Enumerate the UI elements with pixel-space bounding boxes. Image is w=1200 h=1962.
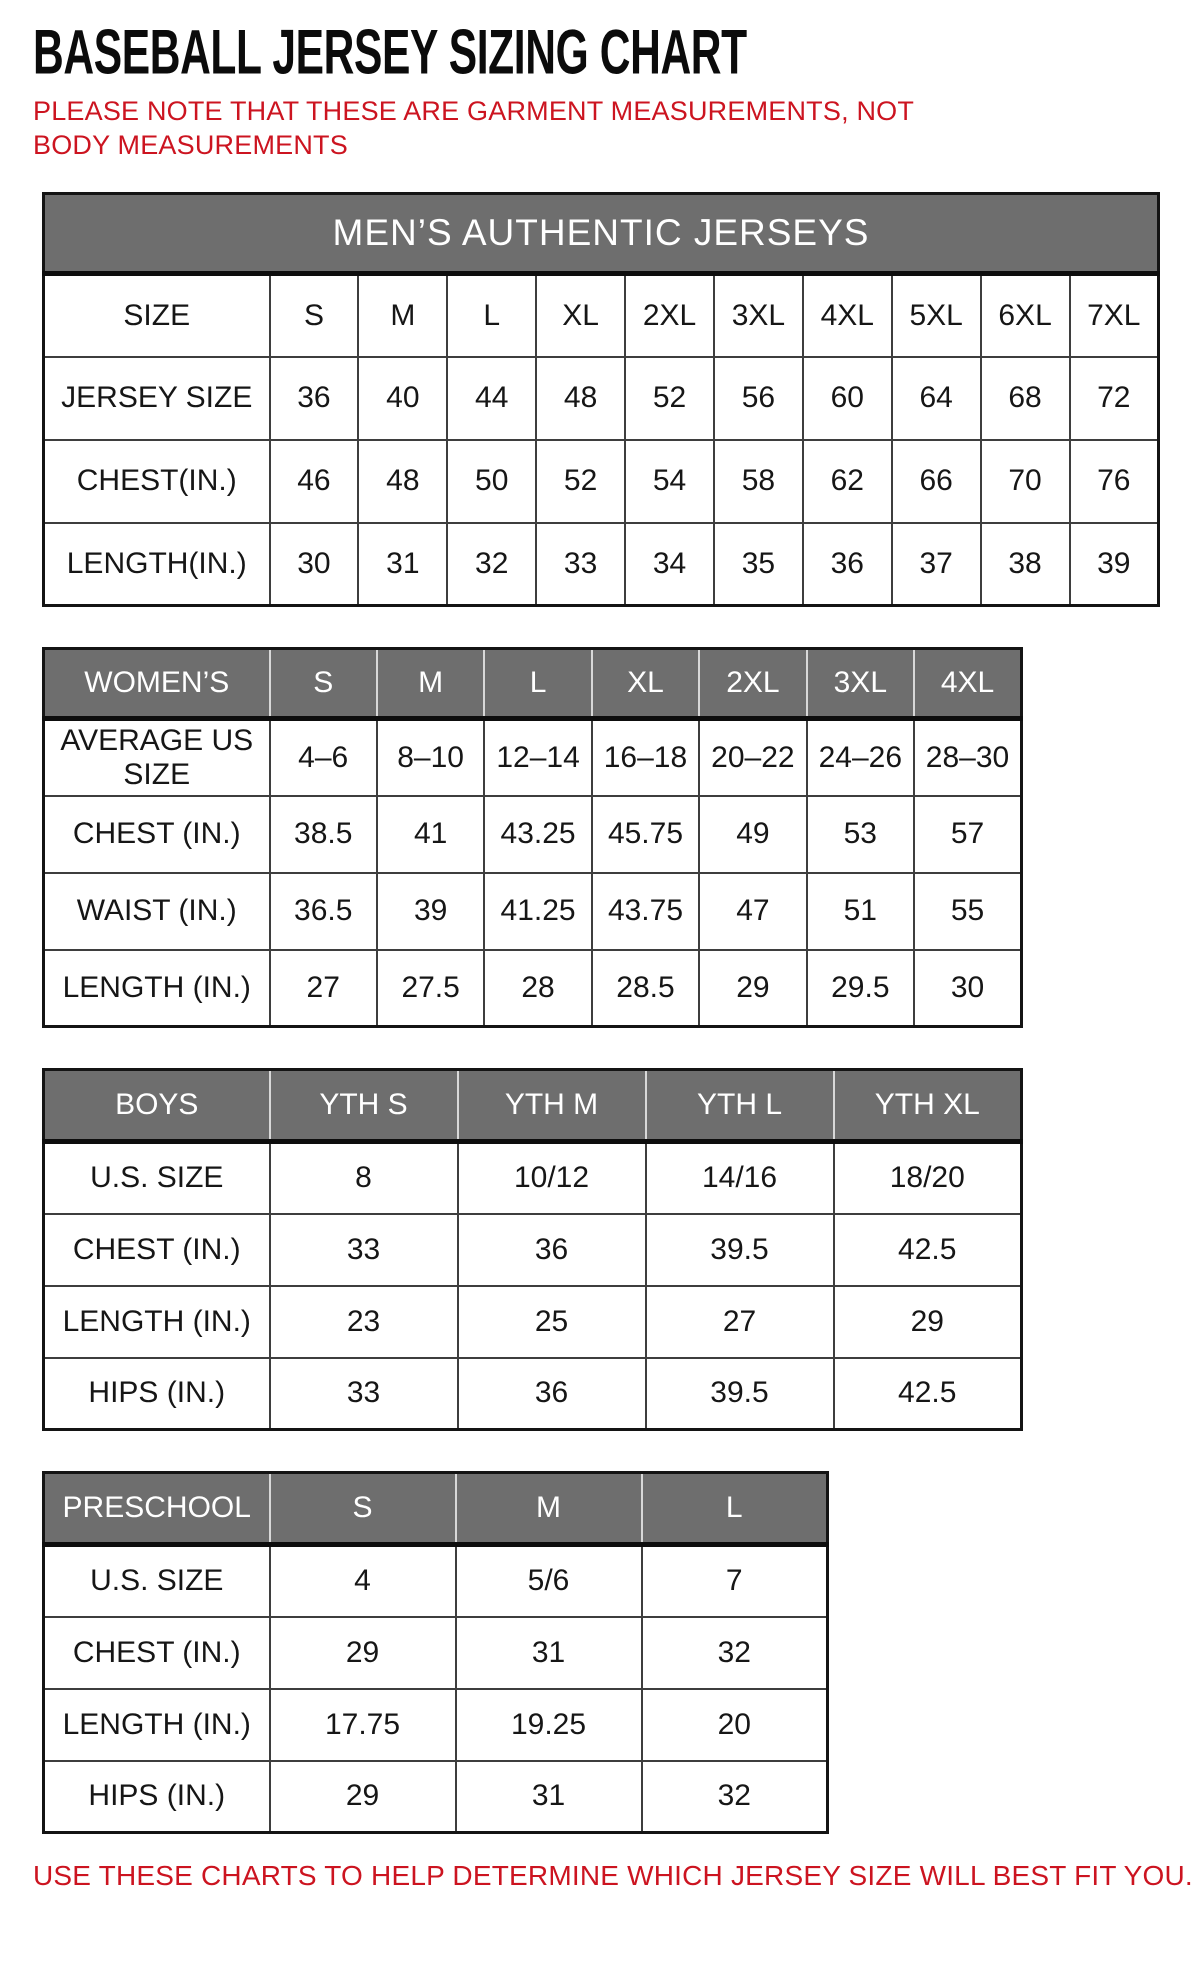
footer-note: USE THESE CHARTS TO HELP DETERMINE WHICH JERSEY SIZE WILL BEST FIT YOU. <box>33 1860 1193 1891</box>
womens-cell: 39 <box>377 873 484 950</box>
mens-row <box>44 523 1159 606</box>
womens-row <box>44 873 1022 950</box>
womens-jerseys-table <box>42 647 1023 1028</box>
mens-size-header: 6XL <box>981 274 1070 357</box>
boys-row-label: HIPS (IN.) <box>44 1358 270 1430</box>
boys-cell: 25 <box>458 1286 646 1358</box>
womens-header-label: WOMEN’S <box>44 649 270 719</box>
mens-cell: 32 <box>447 523 536 606</box>
preschool-cell: 29 <box>270 1761 456 1833</box>
womens-row <box>44 796 1022 873</box>
boys-header-row <box>44 1070 1022 1142</box>
mens-cell: 38 <box>981 523 1070 606</box>
mens-header-label: SIZE <box>44 274 270 357</box>
womens-cell: 45.75 <box>592 796 699 873</box>
boys-cell: 8 <box>270 1142 458 1214</box>
mens-size-header: L <box>447 274 536 357</box>
mens-row-label: LENGTH(IN.) <box>44 523 270 606</box>
mens-size-header: 3XL <box>714 274 803 357</box>
womens-cell: 29 <box>699 950 806 1027</box>
boys-cell: 36 <box>458 1214 646 1286</box>
mens-cell: 36 <box>270 357 359 440</box>
mens-cell: 64 <box>892 357 981 440</box>
womens-size-header: L <box>484 649 591 719</box>
preschool-row-label: LENGTH (IN.) <box>44 1689 270 1761</box>
womens-row <box>44 719 1022 796</box>
womens-header-row <box>44 649 1022 719</box>
mens-cell: 46 <box>270 440 359 523</box>
womens-cell: 29.5 <box>807 950 914 1027</box>
womens-cell: 43.25 <box>484 796 591 873</box>
preschool-cell: 29 <box>270 1617 456 1689</box>
preschool-cell: 31 <box>456 1761 642 1833</box>
mens-size-header: S <box>270 274 359 357</box>
womens-cell: 28 <box>484 950 591 1027</box>
womens-cell: 12–14 <box>484 719 591 796</box>
womens-cell: 41.25 <box>484 873 591 950</box>
mens-cell: 72 <box>1070 357 1159 440</box>
mens-size-header: XL <box>536 274 625 357</box>
womens-cell: 8–10 <box>377 719 484 796</box>
boys-cell: 36 <box>458 1358 646 1430</box>
mens-row <box>44 357 1159 440</box>
boys-header-label: BOYS <box>44 1070 270 1142</box>
preschool-cell: 5/6 <box>456 1545 642 1617</box>
womens-cell: 55 <box>914 873 1021 950</box>
garment-measurements-note: PLEASE NOTE THAT THESE ARE GARMENT MEASUREMENTS, NOT BODY MEASUREMENTS <box>33 96 914 160</box>
mens-cell: 48 <box>536 357 625 440</box>
womens-row-label: AVERAGE US SIZE <box>44 719 270 796</box>
womens-size-header: 2XL <box>699 649 806 719</box>
womens-cell: 36.5 <box>270 873 377 950</box>
preschool-row-label: CHEST (IN.) <box>44 1617 270 1689</box>
mens-size-header: 4XL <box>803 274 892 357</box>
preschool-size-header: S <box>270 1473 456 1545</box>
mens-cell: 76 <box>1070 440 1159 523</box>
boys-row <box>44 1142 1022 1214</box>
womens-row-label: CHEST (IN.) <box>44 796 270 873</box>
womens-cell: 41 <box>377 796 484 873</box>
mens-size-header: M <box>358 274 447 357</box>
womens-size-header: M <box>377 649 484 719</box>
boys-cell: 39.5 <box>646 1214 834 1286</box>
preschool-row <box>44 1545 828 1617</box>
womens-cell: 28.5 <box>592 950 699 1027</box>
mens-cell: 52 <box>536 440 625 523</box>
page-title-text: BASEBALL JERSEY SIZING CHART <box>33 16 747 87</box>
boys-cell: 42.5 <box>834 1358 1022 1430</box>
sizing-chart-page <box>0 16 1200 1962</box>
mens-cell: 62 <box>803 440 892 523</box>
preschool-cell: 20 <box>642 1689 828 1761</box>
preschool-row-label: HIPS (IN.) <box>44 1761 270 1833</box>
mens-banner-row <box>44 194 1159 274</box>
boys-size-header: YTH XL <box>834 1070 1022 1142</box>
mens-cell: 52 <box>625 357 714 440</box>
preschool-jerseys-table <box>42 1471 829 1834</box>
womens-cell: 27 <box>270 950 377 1027</box>
womens-cell: 28–30 <box>914 719 1021 796</box>
womens-cell: 43.75 <box>592 873 699 950</box>
womens-cell: 38.5 <box>270 796 377 873</box>
womens-cell: 16–18 <box>592 719 699 796</box>
boys-cell: 39.5 <box>646 1358 834 1430</box>
boys-cell: 29 <box>834 1286 1022 1358</box>
preschool-size-header: L <box>642 1473 828 1545</box>
page-title <box>33 16 1200 87</box>
boys-row-label: U.S. SIZE <box>44 1142 270 1214</box>
boys-cell: 27 <box>646 1286 834 1358</box>
preschool-header-row <box>44 1473 828 1545</box>
womens-cell: 30 <box>914 950 1021 1027</box>
womens-size-header: 4XL <box>914 649 1021 719</box>
boys-cell: 33 <box>270 1358 458 1430</box>
mens-cell: 48 <box>358 440 447 523</box>
mens-cell: 44 <box>447 357 536 440</box>
mens-header-row <box>44 274 1159 357</box>
preschool-cell: 17.75 <box>270 1689 456 1761</box>
preschool-cell: 4 <box>270 1545 456 1617</box>
womens-cell: 4–6 <box>270 719 377 796</box>
womens-row <box>44 950 1022 1027</box>
preschool-size-header: M <box>456 1473 642 1545</box>
mens-cell: 50 <box>447 440 536 523</box>
preschool-cell: 7 <box>642 1545 828 1617</box>
preschool-row <box>44 1761 828 1833</box>
mens-cell: 54 <box>625 440 714 523</box>
womens-cell: 24–26 <box>807 719 914 796</box>
boys-size-header: YTH S <box>270 1070 458 1142</box>
womens-row-label: WAIST (IN.) <box>44 873 270 950</box>
womens-cell: 51 <box>807 873 914 950</box>
preschool-row-label: U.S. SIZE <box>44 1545 270 1617</box>
womens-cell: 27.5 <box>377 950 484 1027</box>
mens-cell: 35 <box>714 523 803 606</box>
preschool-cell: 19.25 <box>456 1689 642 1761</box>
mens-cell: 68 <box>981 357 1070 440</box>
boys-row-label: CHEST (IN.) <box>44 1214 270 1286</box>
boys-row-label: LENGTH (IN.) <box>44 1286 270 1358</box>
mens-cell: 30 <box>270 523 359 606</box>
womens-cell: 53 <box>807 796 914 873</box>
preschool-cell: 31 <box>456 1617 642 1689</box>
womens-size-header: 3XL <box>807 649 914 719</box>
mens-cell: 33 <box>536 523 625 606</box>
boys-cell: 14/16 <box>646 1142 834 1214</box>
mens-row-label: CHEST(IN.) <box>44 440 270 523</box>
boys-cell: 23 <box>270 1286 458 1358</box>
womens-size-header: XL <box>592 649 699 719</box>
preschool-row <box>44 1617 828 1689</box>
mens-size-header: 7XL <box>1070 274 1159 357</box>
preschool-cell: 32 <box>642 1761 828 1833</box>
boys-row <box>44 1286 1022 1358</box>
mens-banner: MEN’S AUTHENTIC JERSEYS <box>44 194 1159 274</box>
boys-size-header: YTH L <box>646 1070 834 1142</box>
preschool-cell: 32 <box>642 1617 828 1689</box>
mens-cell: 34 <box>625 523 714 606</box>
womens-cell: 57 <box>914 796 1021 873</box>
mens-cell: 37 <box>892 523 981 606</box>
mens-size-header: 5XL <box>892 274 981 357</box>
mens-cell: 56 <box>714 357 803 440</box>
mens-cell: 39 <box>1070 523 1159 606</box>
mens-cell: 66 <box>892 440 981 523</box>
womens-cell: 49 <box>699 796 806 873</box>
boys-cell: 18/20 <box>834 1142 1022 1214</box>
boys-row <box>44 1214 1022 1286</box>
boys-row <box>44 1358 1022 1430</box>
mens-cell: 36 <box>803 523 892 606</box>
preschool-header-label: PRESCHOOL <box>44 1473 270 1545</box>
boys-cell: 10/12 <box>458 1142 646 1214</box>
mens-row-label: JERSEY SIZE <box>44 357 270 440</box>
womens-cell: 47 <box>699 873 806 950</box>
preschool-row <box>44 1689 828 1761</box>
mens-row <box>44 440 1159 523</box>
mens-cell: 31 <box>358 523 447 606</box>
boys-cell: 42.5 <box>834 1214 1022 1286</box>
mens-cell: 60 <box>803 357 892 440</box>
mens-cell: 40 <box>358 357 447 440</box>
mens-cell: 58 <box>714 440 803 523</box>
mens-cell: 70 <box>981 440 1070 523</box>
mens-size-header: 2XL <box>625 274 714 357</box>
womens-size-header: S <box>270 649 377 719</box>
womens-cell: 20–22 <box>699 719 806 796</box>
boys-jerseys-table <box>42 1068 1023 1431</box>
boys-size-header: YTH M <box>458 1070 646 1142</box>
mens-authentic-jerseys-table <box>42 192 1160 607</box>
womens-row-label: LENGTH (IN.) <box>44 950 270 1027</box>
boys-cell: 33 <box>270 1214 458 1286</box>
